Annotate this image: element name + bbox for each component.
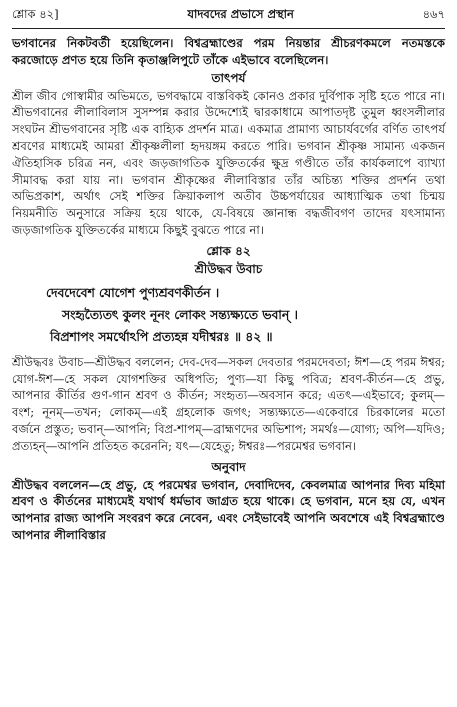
translation-text: শ্রীউদ্ধব বললেন—হে প্রভু, হে পরমেশ্বর ভগবান, দেবাদিদেব, কেবলমাত্র আপনার দিব্য মহিমা শ্রবণ ও কীর্তনের মাধ্যমেই যথার্থ ধর্মভাব জাগ্রত হয়ে থাকে। হে ভগবান, মনে হয় যে, এখন আপনার রাজ্য আপনি সংবরণ করে নেবেন, এবং সেইভাবেই আপনি অবশেষে এই বিশ্বব্রহ্মাণ্ডে আপনার লীলাবিস্তার — [12, 477, 445, 542]
verse-title: শ্লোক ৪২ — [206, 243, 251, 258]
header-divider — [12, 28, 445, 29]
verse-line: বিপ্রশাপং সমর্থোঽপি প্রত্যহন্ন যদীশ্বরঃ ॥ ৪২ ॥ — [50, 328, 273, 344]
translation-title: অনুবাদ — [211, 459, 246, 474]
verse-reference: শ্লোক ৪২] — [12, 7, 59, 21]
purport-text: শ্রীল জীব গোস্বামীর অভিমতে, ভগবদ্ধামে বাস্তবিকই কোনও প্রকার দুর্বিপাক সৃষ্টি হতে পারে না। শ্রীভগবানের লীলাবিলাস সুসম্পন্ন করার উদ্দেশ্যেই দ্বারকাধামে আপাতদৃষ্ট তুমুল ধ্বংসলীলার সংঘটন শ্রীভগবানের সৃষ্টি এক বাহ্যিক প্রদর্শন মাত্র। একমাত্র প্রামাণ্য আচার্যবর্গের বর্ণিত তাৎপর্য শ্রবণের মাধ্যমেই আমরা শ্রীকৃষ্ণলীলা হৃদয়ঙ্গম করতে পারি। ভগবান শ্রীকৃষ্ণ সামান্য একজন ঐতিহাসিক চরিত্র নন, এবং জড়জাগতিক যুক্তিতর্কের ক্ষুদ্র গণ্ডীতে তাঁর কার্যকলাপে ব্যাখ্যা সীমাবদ্ধ করা যায় না। ভগবান শ্রীকৃষ্ণের লীলাবিস্তার তাঁর অচিন্ত্য শক্তির প্রদর্শন তথা অভিপ্রকাশ, অর্থাৎ সেই শক্তির ক্রিয়াকলাপ অতীব উচ্চপর্যায়ের আধ্যাত্মিক তথা চিন্ময় নিয়মনীতি অনুসারে সক্রিয় হয়ে থাকে, যে-বিষয়ে জ্ঞানান্ধ বদ্ধজীবগণ তাদের যৎসামান্য জড়জাগতিক যুক্তিতর্কের মাধ্যমে কিছুই বুঝতে পারে না। — [12, 88, 445, 237]
word-meanings: শ্রীউদ্ধবঃ উবাচ—শ্রীউদ্ধব বললেন; দেব-দেব—সকল দেবতার পরমদেবতা; ঈশ—হে পরম ঈশ্বর; যোগ-ঈশ—হে সকল যোগশক্তির অধিপতি; পুণ্য—যা কিছু পবিত্র; শ্রবণ-কীর্তন—হে প্রভু, আপনার কীর্তির গুণ-গান শ্রবণ ও কীর্তন; সংহৃত্য—অবসান করে; এতৎ—এইভাবে; কুলম্—বংশ; নূনম্—তখন; লোকম্—এই গ্রহলোক জগৎ; সন্ত্যক্ষ্যতে—একেবারে চিরকালের মতো বর্জনে প্রস্তুত; ভবান্—আপনি; বিপ্র-শাপম্—ব্রাহ্মণদের অভিশাপ; সমর্থঃ—যোগ্য; অপি—যদিও; প্রত্যহন্—আপনি প্রতিহত করেননি; যৎ—যেহেতু; ঈশ্বরঃ—পরমেশ্বর ভগবান। — [12, 354, 445, 453]
sanskrit-verse — [12, 282, 445, 348]
page-header — [12, 6, 445, 26]
verse-line: দেবদেবেশ যোগেশ পুণ্যশ্রবণকীর্তন । — [46, 284, 220, 300]
purport-title: তাৎপর্য — [211, 70, 246, 85]
page-number: ৪৬৭ — [422, 7, 445, 21]
chapter-title: যাদবদের প্রভাসে প্রস্থান — [187, 7, 294, 21]
verse-speaker: শ্রীউদ্ধব উবাচ — [194, 261, 263, 276]
previous-translation: ভগবানের নিকটবর্তী হয়েছিলেন। বিশ্বব্রহ্মাণ্ডের পরম নিয়ন্তার শ্রীচরণকমলে নতমস্তকে করজোড়ে প্রণত হয়ে তিনি কৃতাঞ্জলিপুটে তাঁকে এইভাবে বলেছিলেন। — [12, 36, 445, 67]
verse-line: সংহৃত্যৈতৎ কুলং নূনং লোকং সন্ত্যক্ষ্যতে ভবান্ । — [62, 306, 298, 322]
